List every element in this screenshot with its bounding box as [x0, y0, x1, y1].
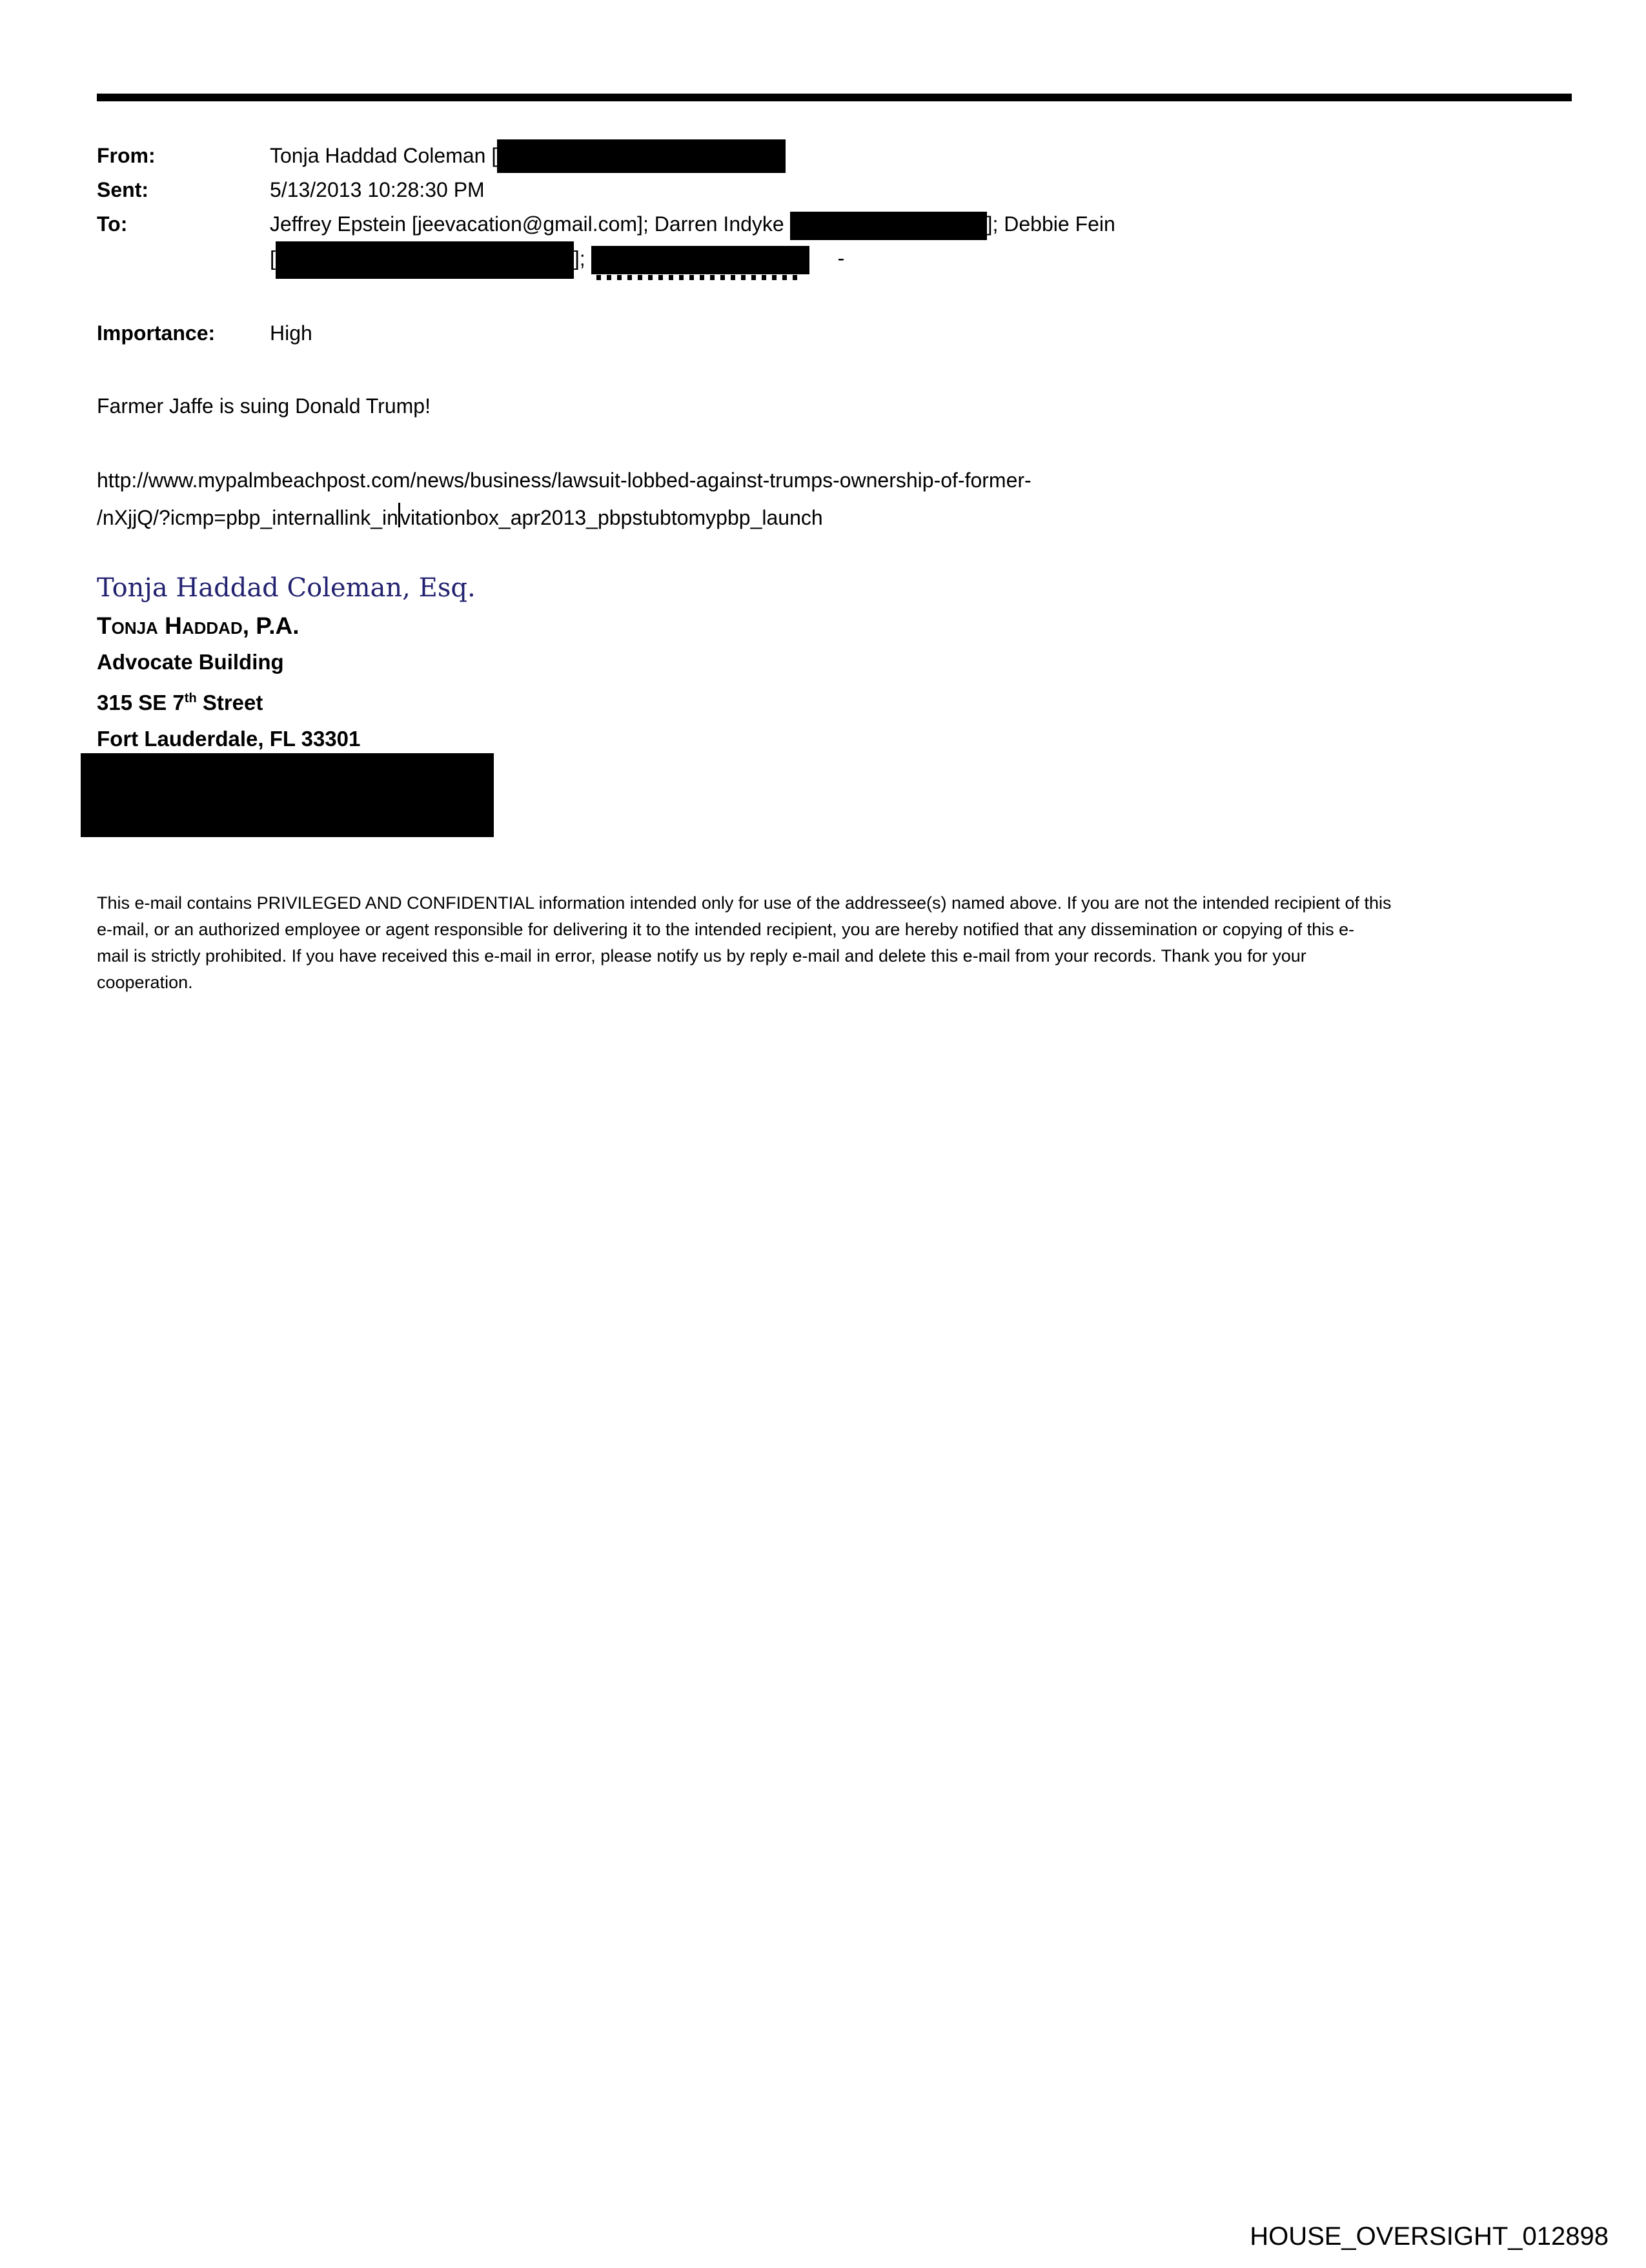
signature-street-rest: Street: [196, 691, 263, 714]
overstruck-text-fragments: [596, 275, 800, 280]
to-value-line2: [270, 241, 1572, 279]
signature-city: Fort Lauderdale, FL 33301: [97, 727, 361, 751]
signature-name: Tonja Haddad Coleman, Esq.: [97, 573, 476, 603]
signature-street-ordinal: th: [184, 691, 197, 705]
redaction-box-overstruck-email: [591, 246, 809, 274]
email-header: [97, 139, 1572, 279]
disclaimer-line: This e-mail contains PRIVILEGED AND CONFIDENTIAL information intended only for use of the addressee(s) named above. If you are not the intended recipient of this: [97, 893, 1392, 913]
sent-label: Sent:: [97, 178, 148, 201]
header-divider-rule: [97, 94, 1572, 101]
disclaimer-line: cooperation.: [97, 973, 193, 992]
signature-block: [97, 569, 1572, 837]
from-label: From:: [97, 144, 156, 167]
to-line1-suffix: ]; Debbie Fein: [986, 212, 1115, 236]
to-value-line1: [270, 207, 1572, 241]
confidentiality-disclaimer: [97, 890, 1569, 996]
article-url-line2: [97, 499, 1572, 536]
article-url-line2-part1: /nXjjQ/?icmp=pbp_internallink_in: [97, 506, 398, 529]
redaction-box-fein-email: [276, 241, 574, 279]
signature-street-number: 315 SE 7: [97, 691, 185, 714]
to-recipients-text: Jeffrey Epstein [jeevacation@gmail.com]; Darren Indyke: [270, 212, 790, 236]
to-line2-dash: -: [837, 247, 845, 270]
from-value: [270, 139, 1572, 173]
redaction-box-from-email: [497, 139, 786, 173]
disclaimer-line: mail is strictly prohibited. If you have received this e-mail in error, please notify us by reply e-mail and delete this e-mail from your records. Thank you for your: [97, 946, 1306, 966]
to-label: To:: [97, 212, 128, 236]
importance-label: Importance:: [97, 321, 216, 345]
redaction-box-indyke-email: [790, 212, 987, 240]
signature-firm: Tonja Haddad, P.A.: [97, 613, 300, 639]
to-line2-open-bracket: [: [270, 247, 276, 270]
article-url-line2-part2: vitationbox_apr2013_pbpstubtomypbp_launch: [400, 506, 823, 529]
email-document-page: [0, 94, 1646, 996]
article-url-line1: http://www.mypalmbeachpost.com/news/business/lawsuit-lobbed-against-trumps-ownership-of-former-: [97, 469, 1031, 492]
message-subject-line: Farmer Jaffe is suing Donald Trump!: [97, 394, 431, 418]
importance-row: [97, 316, 1572, 350]
bates-stamp: HOUSE_OVERSIGHT_012898: [1250, 2222, 1609, 2251]
signature-building: Advocate Building: [97, 650, 284, 674]
signature-street: [97, 680, 1572, 721]
from-value-text: Tonja Haddad Coleman [: [270, 144, 498, 167]
redaction-box-signature-contact: [81, 753, 494, 837]
importance-value: High: [270, 321, 312, 345]
redaction-overstruck-email: [591, 241, 809, 276]
to-value: [270, 207, 1572, 279]
article-url: [97, 461, 1572, 536]
to-line2-close-bracket: ];: [573, 247, 591, 270]
sent-value: 5/13/2013 10:28:30 PM: [270, 178, 485, 201]
disclaimer-line: e-mail, or an authorized employee or agent responsible for delivering it to the intended recipient, you are hereby notified that any dissemination or copying of this e-: [97, 920, 1355, 939]
